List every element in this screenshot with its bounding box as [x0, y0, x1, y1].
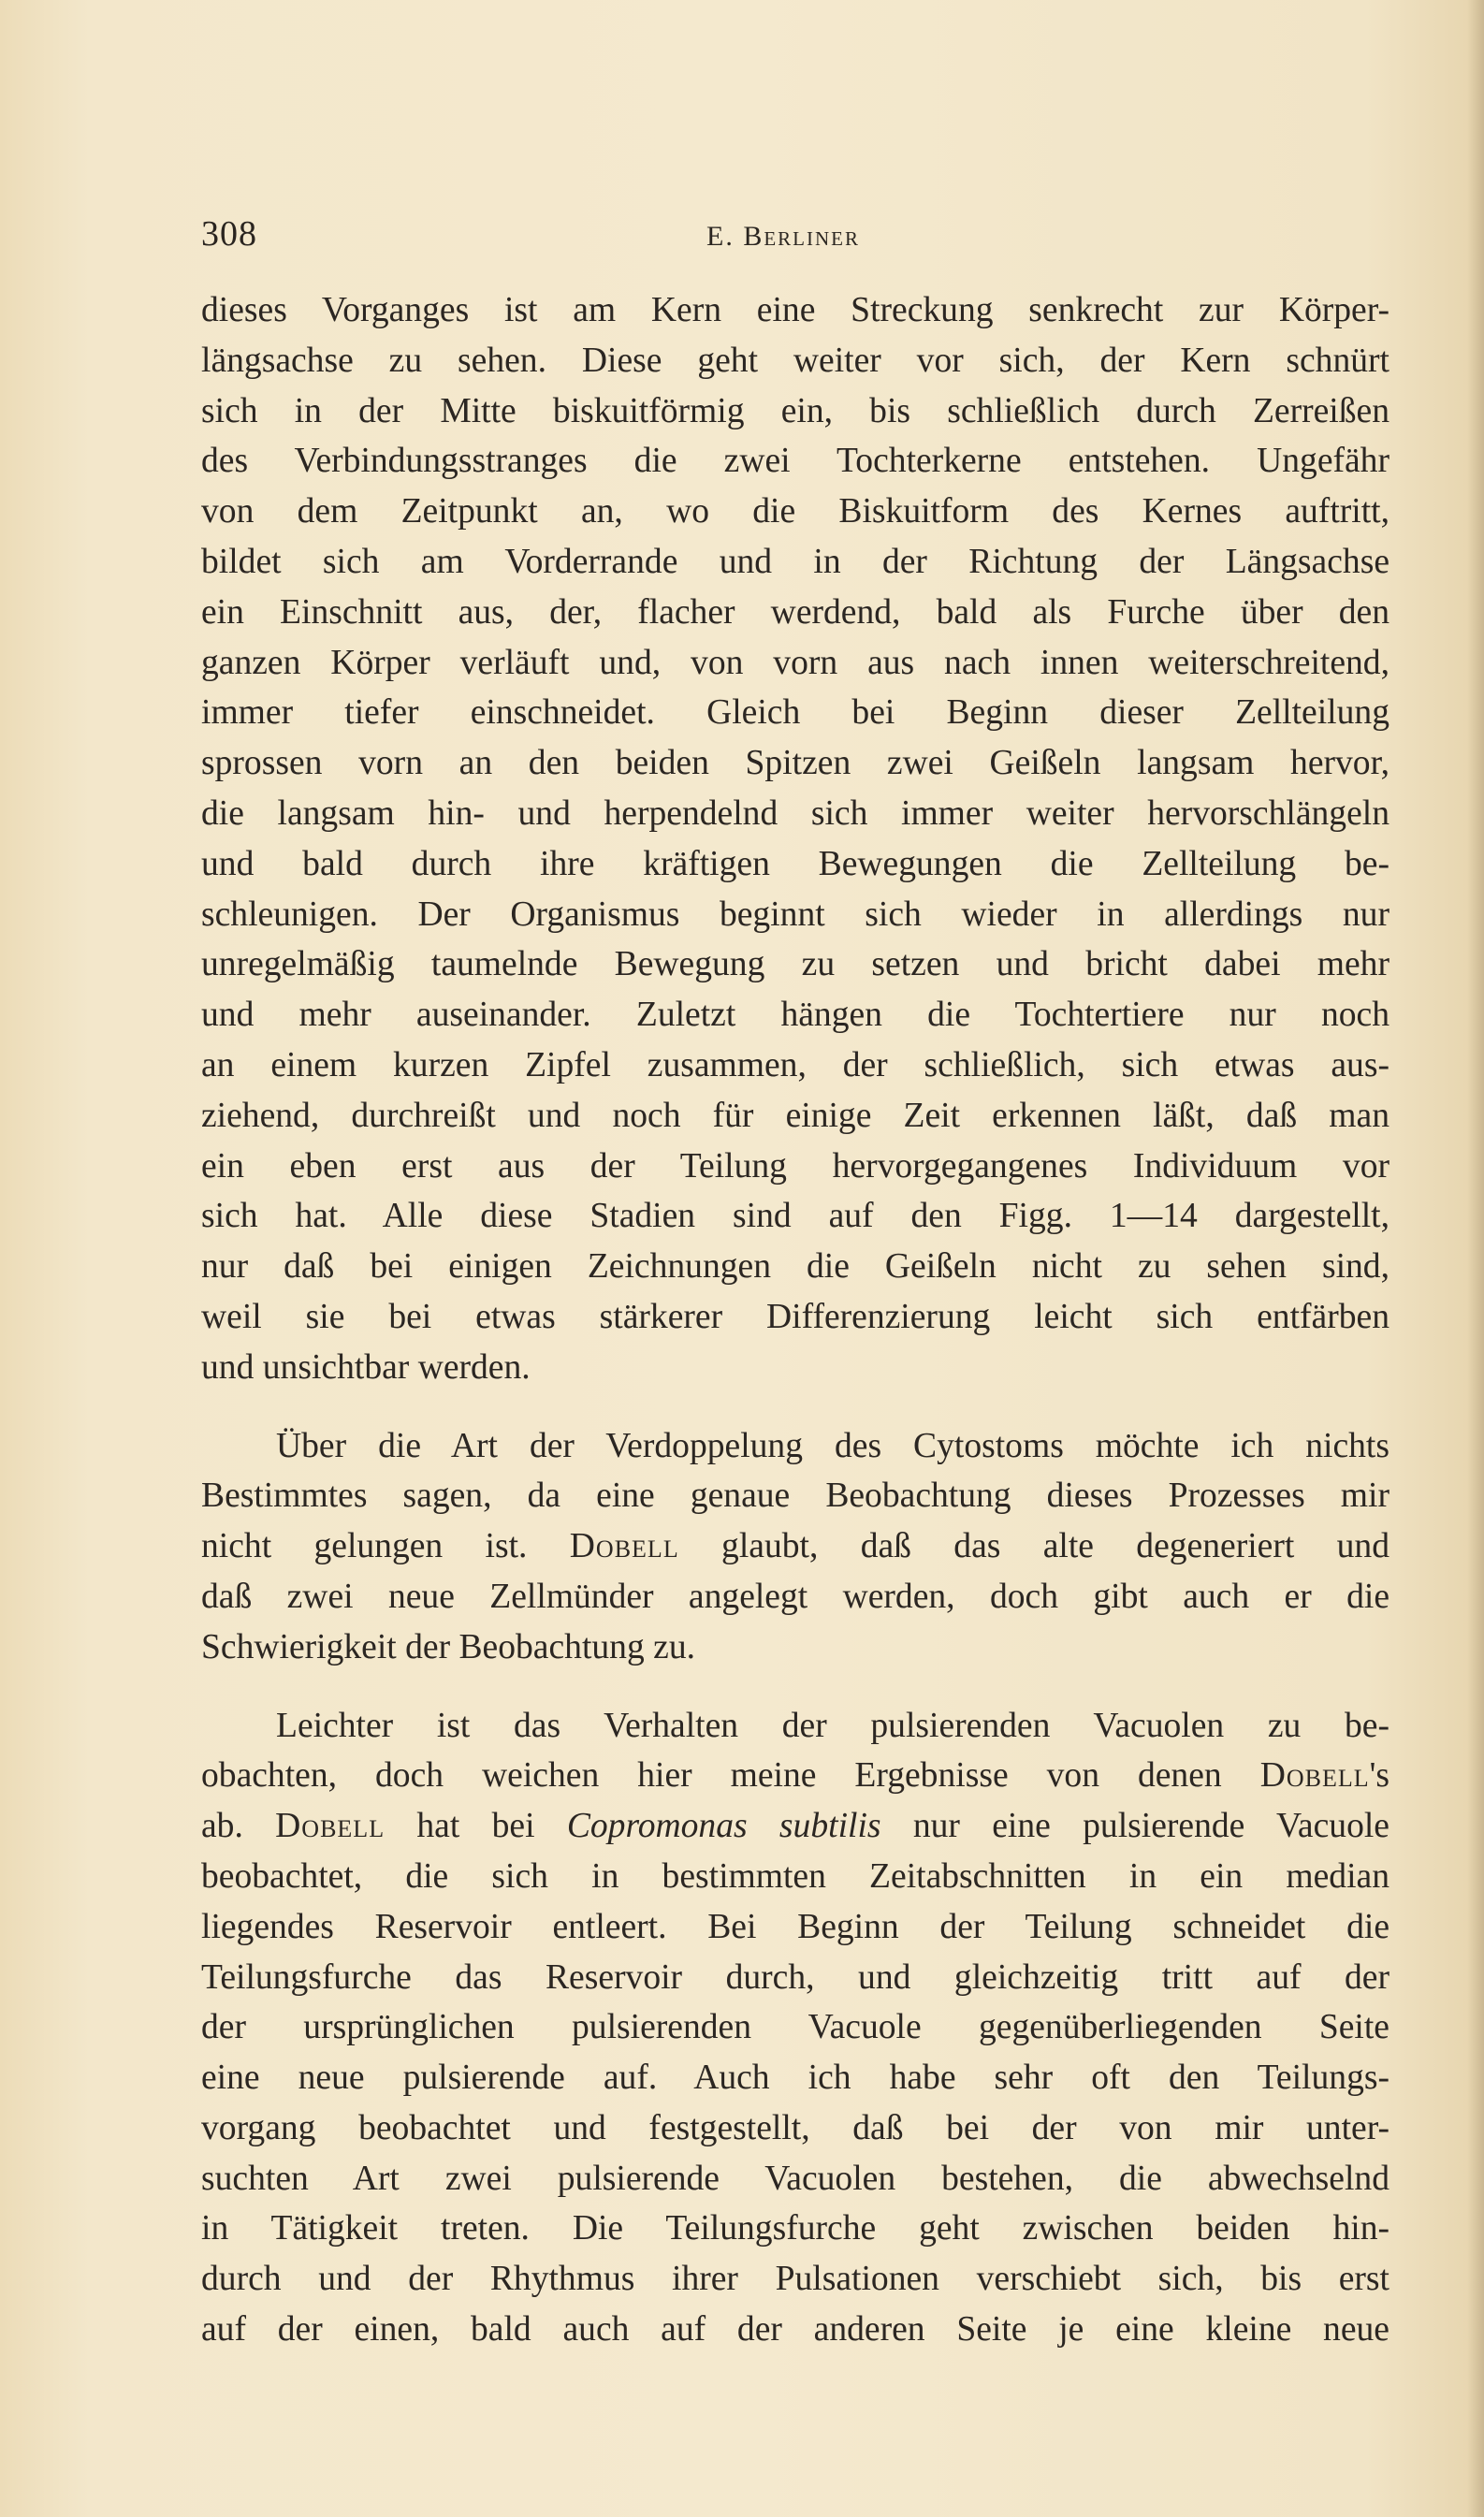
paragraph-2 — [201, 1421, 1389, 1673]
text-line — [201, 1751, 1389, 1801]
text-line: durch und der Rhythmus ihrer Pulsationen verschiebt sich, bis erst — [201, 2260, 1389, 2299]
text-line: Schwierigkeit der Beobachtung zu. — [201, 1627, 696, 1666]
text-line: liegendes Reservoir entleert. Bei Beginn der Teilung schneidet die — [201, 1907, 1389, 1946]
text-segment: nur eine pulsierende Vacuole — [880, 1807, 1389, 1846]
body-text — [201, 285, 1389, 2355]
text-line: in Tätigkeit treten. Die Teilungsfurche geht zwischen beiden hin- — [201, 2209, 1389, 2248]
text-line: von dem Zeitpunkt an, wo die Biskuitform des Kernes auftritt, — [201, 492, 1389, 531]
page-number: 308 — [201, 214, 257, 254]
text-line: immer tiefer einschneidet. Gleich bei Beginn dieser Zellteilung — [201, 693, 1389, 733]
text-line: Leichter ist das Verhalten der pulsierenden Vacuolen zu be- — [276, 1706, 1389, 1745]
text-line: des Verbindungsstranges die zwei Tochterkerne entstehen. Ungefähr — [201, 442, 1389, 481]
text-line: auf der einen, bald auch auf der anderen Seite je eine kleine neue — [201, 2310, 1389, 2350]
text-segment: glaubt, daß das alte degeneriert und — [678, 1527, 1389, 1566]
text-line: der ursprünglichen pulsierenden Vacuole gegenüberliegenden Seite — [201, 2008, 1389, 2047]
text-line: weil sie bei etwas stärkerer Differenzierung leicht sich entfärben — [201, 1297, 1389, 1336]
text-line: die langsam hin- und herpendelnd sich immer weiter hervorschlängeln — [201, 793, 1389, 833]
paragraph-3 — [201, 1701, 1389, 2355]
text-line — [201, 1801, 1389, 1852]
text-line: längsachse zu sehen. Diese geht weiter vor sich, der Kern schnürt — [201, 341, 1389, 380]
text-line: und unsichtbar werden. — [201, 1347, 531, 1387]
text-line: vorgang beobachtet und festgestellt, daß bei der von mir unter- — [201, 2108, 1389, 2147]
text-line: ganzen Körper verläuft und, von vorn aus nach innen weiterschreitend, — [201, 643, 1389, 682]
paragraph-1 — [201, 285, 1389, 1393]
page-edge-shadow — [1467, 0, 1484, 2517]
running-head: E. Berliner — [706, 221, 860, 252]
text-line: Teilungsfurche das Reservoir durch, und gleichzeitig tritt auf der — [201, 1957, 1389, 1997]
text-line: beobachtet, die sich in bestimmten Zeitabschnitten in ein median — [201, 1856, 1389, 1896]
text-line: ein eben erst aus der Teilung hervorgegangenes Individuum vor — [201, 1146, 1389, 1186]
text-line: eine neue pulsierende auf. Auch ich habe sehr oft den Teilungs- — [201, 2059, 1389, 2098]
text-line: schleunigen. Der Organismus beginnt sich wieder in allerdings nur — [201, 895, 1389, 934]
text-line: und mehr auseinander. Zuletzt hängen die Tochtertiere nur noch — [201, 996, 1389, 1035]
text-line: an einem kurzen Zipfel zusammen, der schließlich, sich etwas aus- — [201, 1045, 1389, 1084]
text-segment: hat bei — [385, 1807, 567, 1846]
text-segment: 's — [1369, 1756, 1389, 1796]
text-line: nur daß bei einigen Zeichnungen die Geißeln nicht zu sehen sind, — [201, 1247, 1389, 1287]
text-line: dieses Vorganges ist am Kern eine Streckung senkrecht zur Körper- — [201, 291, 1389, 329]
text-segment: nicht gelungen ist. — [201, 1527, 570, 1566]
author-name-dobell: Dobell — [569, 1527, 679, 1566]
text-line — [201, 1521, 1389, 1572]
text-line: suchten Art zwei pulsierende Vacuolen bestehen, die abwechselnd — [201, 2159, 1389, 2198]
text-line: bildet sich am Vorderrande und in der Richtung der Längsachse — [201, 542, 1389, 581]
text-line: Bestimmtes sagen, da eine genaue Beobachtung dieses Prozesses mir — [201, 1477, 1389, 1516]
text-line: unregelmäßig taumelnde Bewegung zu setzen und bricht dabei mehr — [201, 945, 1389, 984]
page-header — [201, 213, 1380, 269]
text-line: Über die Art der Verdoppelung des Cytostoms möchte ich nichts — [276, 1426, 1389, 1465]
text-line: und bald durch ihre kräftigen Bewegungen die Zellteilung be- — [201, 844, 1389, 883]
text-segment: ab. — [201, 1807, 276, 1846]
text-line: sprossen vorn an den beiden Spitzen zwei Geißeln langsam hervor, — [201, 744, 1389, 783]
species-name: Copromonas subtilis — [566, 1807, 881, 1846]
author-name-dobell: Dobell — [1259, 1756, 1370, 1796]
text-segment: obachten, doch weichen hier meine Ergebnisse von denen — [201, 1756, 1260, 1796]
author-name-dobell: Dobell — [275, 1807, 386, 1846]
text-line: sich in der Mitte biskuitförmig ein, bis schließlich durch Zerreißen — [201, 391, 1389, 430]
text-line: ein Einschnitt aus, der, flacher werdend, bald als Furche über den — [201, 592, 1389, 632]
text-line: ziehend, durchreißt und noch für einige Zeit erkennen läßt, daß man — [201, 1096, 1389, 1135]
text-line: daß zwei neue Zellmünder angelegt werden, doch gibt auch er die — [201, 1577, 1389, 1616]
text-line: sich hat. Alle diese Stadien sind auf den Figg. 1—14 dargestellt, — [201, 1197, 1389, 1236]
